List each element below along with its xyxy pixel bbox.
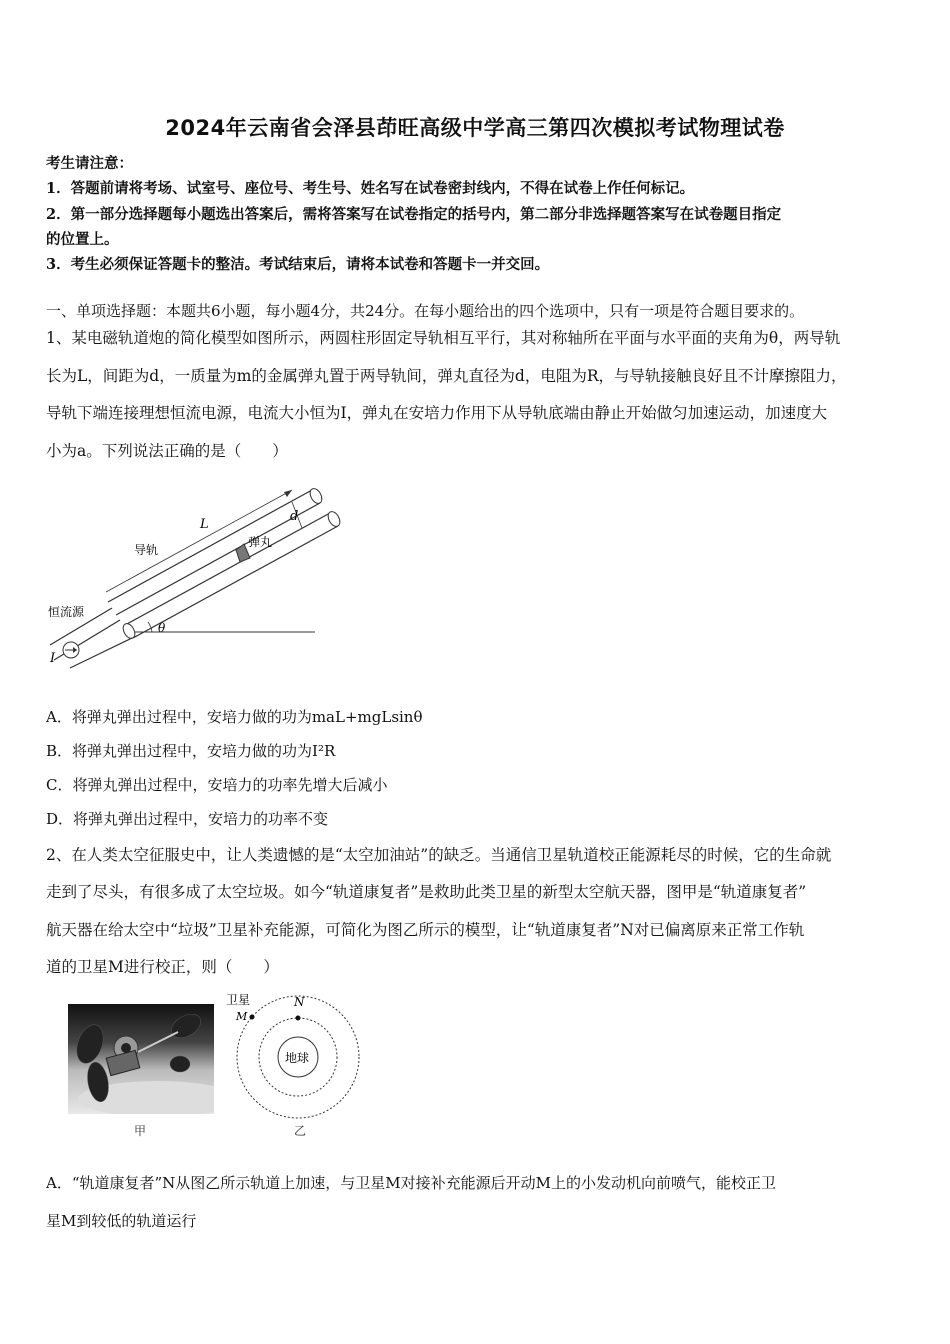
- caption-b: 乙: [294, 1124, 307, 1138]
- label-m: M: [236, 1010, 248, 1023]
- page-title: 2024年云南省会泽县茚旺高级中学高三第四次模拟考试物理试卷: [165, 116, 785, 140]
- label-current: I: [50, 651, 56, 666]
- label-bullet: 弹丸: [248, 535, 273, 549]
- question-2-line: 道的卫星M进行校正，则（ ）: [46, 958, 279, 976]
- label-theta: θ: [158, 621, 166, 635]
- notice-item: 3．考生必须保证答题卡的整洁。考试结束后，请将本试卷和答题卡一并交回。: [46, 256, 550, 273]
- question-1-line: 小为a。下列说法正确的是（ ）: [46, 442, 288, 460]
- label-L: L: [200, 517, 209, 532]
- notice-item: 2．第一部分选择题每小题选出答案后，需将答案写在试卷指定的括号内，第二部分非选择题答案写在试卷题目指定: [46, 206, 782, 223]
- option-a-continued: 星M到较低的轨道运行: [46, 1212, 197, 1230]
- question-2-line: 走到了尽头，有很多成了太空垃圾。如今“轨道康复者”是救助此类卫星的新型太空航天器，图甲是“轨道康复者”: [46, 883, 807, 901]
- label-satellite: 卫星: [226, 993, 251, 1007]
- railgun-figure: [40, 470, 380, 670]
- notice-item: 1．答题前请将考场、试室号、座位号、考生号、姓名写在试卷密封线内，不得在试卷上作任何标记。: [46, 180, 695, 197]
- notice-heading: 考生请注意：: [46, 155, 133, 172]
- label-d: d: [290, 509, 299, 524]
- question-2-line: 2、在人类太空征服史中，让人类遗憾的是“太空加油站”的缺乏。当通信卫星轨道校正能源耗尽的时候，它的生命就: [46, 846, 832, 864]
- label-n: N: [294, 995, 305, 1009]
- label-rail: 导轨: [134, 543, 159, 557]
- label-earth: 地球: [285, 1051, 310, 1065]
- lower-rail-end: [326, 510, 343, 529]
- question-1-line: 1、某电磁轨道炮的简化模型如图所示，两圆柱形固定导轨相互平行，其对称轴所在平面与水平面的夹角为θ，两导轨: [46, 329, 841, 347]
- option-c: C．将弹丸弹出过程中，安培力的功率先增大后减小: [46, 776, 388, 794]
- option-b: B．将弹丸弹出过程中，安培力做的功为I²R: [46, 742, 336, 760]
- orbit-diagram: [222, 990, 372, 1120]
- satellite-m-dot: [250, 1015, 255, 1020]
- question-1-line: 导轨下端连接理想恒流电源，电流大小恒为I，弹丸在安培力作用下从导轨底端由静止开始做匀加速运动，加速度大: [46, 404, 828, 422]
- question-1-line: 长为L，间距为d，一质量为m的金属弹丸置于两导轨间，弹丸直径为d，电阻为R，与导轨接触良好且不计摩擦阻力，: [46, 367, 847, 385]
- lower-rail-top: [125, 513, 330, 625]
- upper-rail-end: [308, 487, 325, 506]
- question-2-line: 航天器在给太空中“垃圾”卫星补充能源，可简化为图乙所示的模型，让“轨道康复者”N对已偏离原来正常工作轨: [46, 921, 805, 939]
- section-heading: 一、单项选择题：本题共6小题，每小题4分，共24分。在每小题给出的四个选项中，只有一项是符合题目要求的。: [46, 302, 805, 320]
- option-a: A．“轨道康复者”N从图乙所示轨道上加速，与卫星M对接补充能源后开动M上的小发动机向前喷气，能校正卫: [46, 1174, 777, 1192]
- label-source: 恒流源: [48, 605, 85, 619]
- satellite-photo: [68, 1004, 214, 1114]
- option-d: D．将弹丸弹出过程中，安培力的功率不变: [46, 810, 329, 828]
- option-a: A．将弹丸弹出过程中，安培力做的功为maL+mgLsinθ: [46, 708, 423, 726]
- satellite-n-dot: [296, 1016, 301, 1021]
- notice-item: 的位置上。: [46, 231, 119, 248]
- caption-a: 甲: [134, 1124, 147, 1138]
